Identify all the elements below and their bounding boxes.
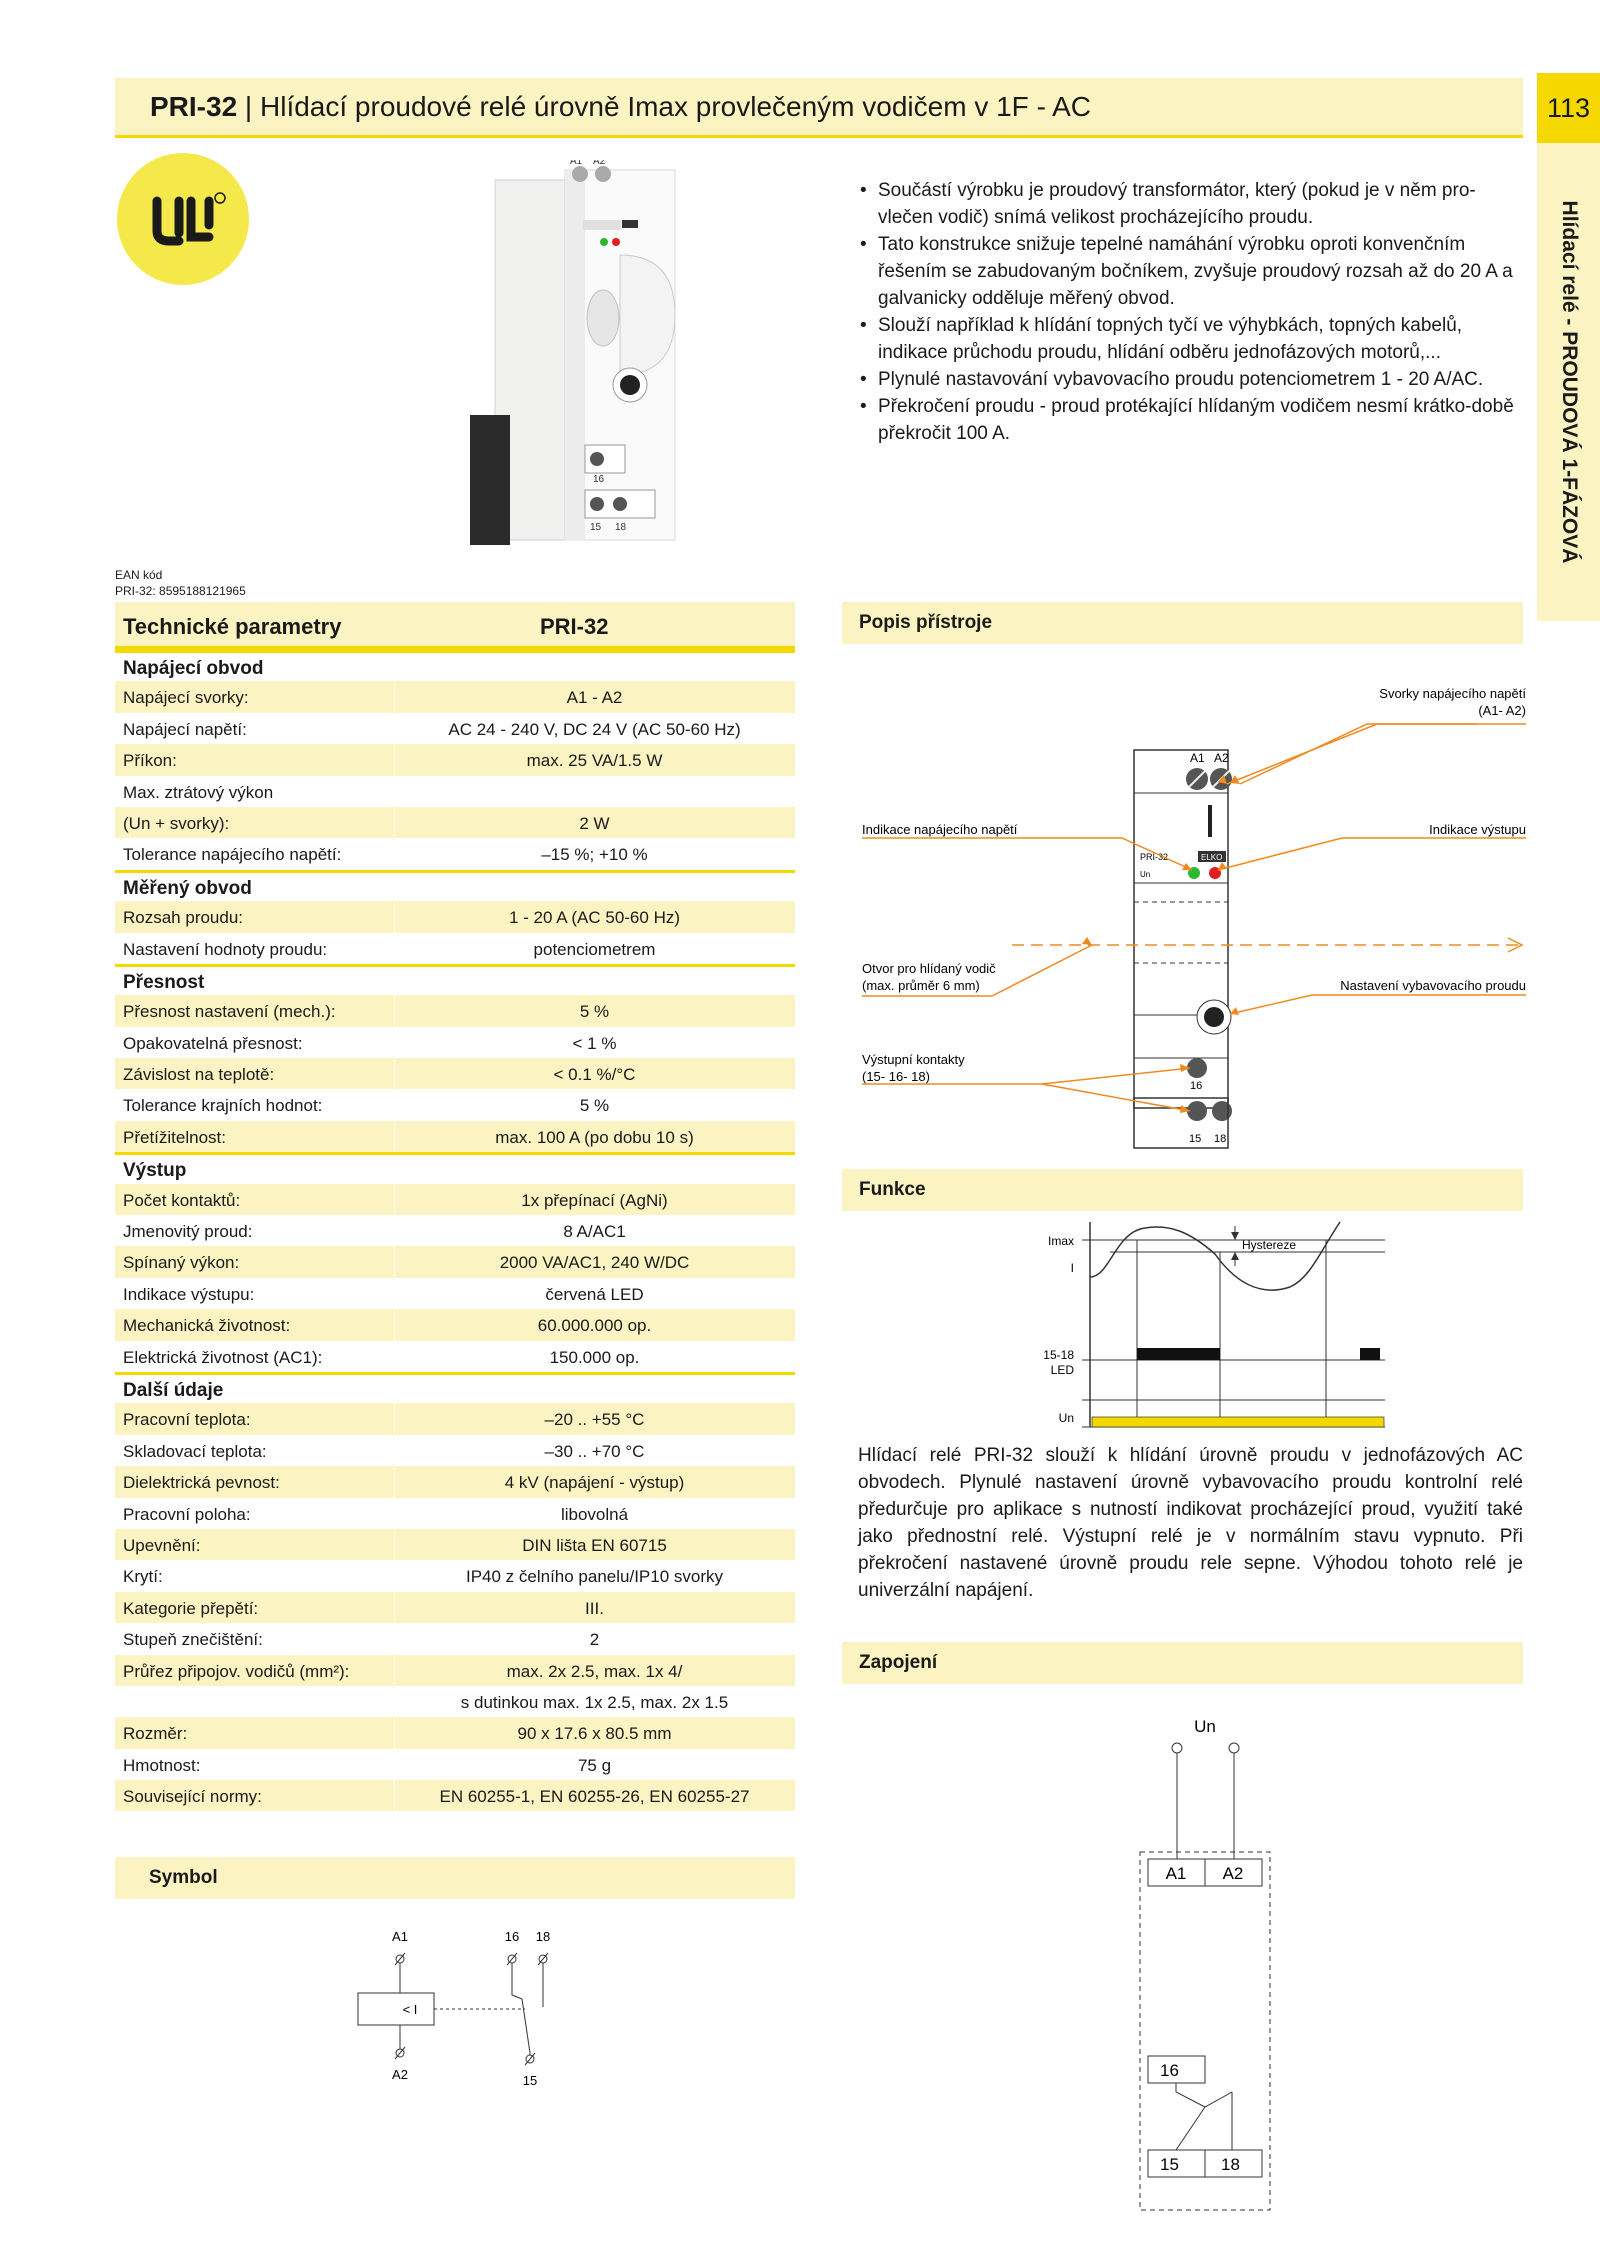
label-wire-hole: Otvor pro hlídaný vodič (862, 961, 996, 976)
popis-heading: Popis přístroje (859, 612, 993, 633)
tech-param-name: Příkon: (123, 751, 177, 771)
title-bar (115, 78, 1523, 138)
tech-param-name: Související normy: (123, 1787, 262, 1807)
feature-item: • Slouží například k hlídání topných tyčí ve výhybkách, topných kabelů, indikace průchodu proudu, hlídání odběru jednofázových motorů,... (858, 312, 1523, 366)
tech-param-value: IP40 z čelního panelu/IP10 svorky (465, 1567, 724, 1587)
tech-param-value: 60.000.000 op. (537, 1316, 652, 1336)
wiring-a1: A1 (1165, 1864, 1187, 1883)
tech-param-name: Kategorie přepětí: (123, 1598, 259, 1618)
tech-param-value: 8 A/AC1 (563, 1222, 626, 1242)
tech-row (115, 807, 795, 838)
tech-row (115, 713, 795, 744)
ean-block (115, 567, 246, 599)
tech-row (115, 1089, 795, 1120)
tech-param-value: 1x přepínací (AgNi) (521, 1190, 668, 1210)
tech-param-value: < 0.1 %/°C (553, 1065, 636, 1085)
tech-row (115, 1466, 795, 1497)
tech-param-name: Opakovatelná přesnost: (123, 1033, 303, 1053)
func-i-label: I (1070, 1261, 1074, 1275)
tech-param-value: 2 (589, 1630, 600, 1650)
label-wire-hole-sub: (max. průměr 6 mm) (862, 978, 980, 993)
wiring-diagram (1130, 1712, 1280, 2212)
funkce-heading: Funkce (859, 1179, 926, 1200)
symbol-heading: Symbol (149, 1867, 218, 1888)
diag-term-16: 16 (1190, 1080, 1203, 1092)
wiring-18: 18 (1221, 2155, 1240, 2174)
tech-param-value: A1 - A2 (566, 688, 623, 708)
tech-param-name: Tolerance napájecího napětí: (123, 845, 342, 865)
tech-param-value: 90 x 17.6 x 80.5 mm (517, 1724, 672, 1744)
tech-param-name: Závislost na teplotě: (123, 1065, 275, 1085)
tech-param-name: Mechanická životnost: (123, 1316, 291, 1336)
tech-row (115, 1341, 795, 1372)
label-supply-terminals: Svorky napájecího napětí (1379, 686, 1526, 701)
tech-param-value: libovolná (560, 1504, 629, 1524)
tech-param-value: EN 60255-1, EN 60255-26, EN 60255-27 (439, 1787, 750, 1807)
ul-certification-icon (117, 153, 249, 285)
tech-row (115, 776, 795, 807)
tech-section-header (115, 870, 795, 901)
tech-param-value: 4 kV (napájení - výstup) (504, 1473, 685, 1493)
tech-row (115, 1717, 795, 1748)
tech-section-title: Měřený obvod (123, 877, 252, 899)
tech-param-value: 5 % (579, 1002, 610, 1022)
tech-param-value: –30 .. +70 °C (544, 1441, 645, 1461)
product-term-a2: A2 (593, 160, 606, 167)
symbol-a2: A2 (392, 2067, 408, 2082)
diag-dev-brand: ELKO (1201, 853, 1223, 862)
tech-param-value: –20 .. +55 °C (544, 1410, 645, 1430)
func-hysterese-label: Hystereze (1242, 1238, 1297, 1252)
tech-row (115, 681, 795, 712)
diag-term-a1: A1 (1190, 751, 1205, 765)
tech-param-name: Rozměr: (123, 1724, 188, 1744)
tech-section-header (115, 1372, 795, 1403)
tech-row (115, 901, 795, 932)
tech-header (115, 602, 795, 650)
label-current-setting: Nastavení vybavovacího proudu (1340, 978, 1526, 993)
tech-row (115, 744, 795, 775)
tech-row (115, 933, 795, 964)
tech-param-value: max. 25 VA/1.5 W (526, 751, 663, 771)
tech-param-name: Dielektrická pevnost: (123, 1473, 280, 1493)
tech-row (115, 1403, 795, 1434)
tech-param-name: Počet kontaktů: (123, 1190, 241, 1210)
tech-param-value: 150.000 op. (549, 1347, 640, 1367)
tech-param-name: Skladovací teplota: (123, 1441, 267, 1461)
tech-param-name: Hmotnost: (123, 1755, 201, 1775)
feature-item: • Překročení proudu - proud protékající hlídaným vodičem nesmí krátko-době překročit 100 A. (858, 393, 1523, 447)
diag-dev-name: PRI-32 (1140, 852, 1169, 862)
tech-param-name: Pracovní poloha: (123, 1504, 251, 1524)
wiring-16: 16 (1160, 2061, 1179, 2080)
tech-param-value: DIN lišta EN 60715 (522, 1535, 667, 1555)
tech-param-value: 5 % (579, 1096, 610, 1116)
tech-param-value: 75 g (577, 1755, 612, 1775)
tech-param-name: Přesnost nastavení (mech.): (123, 1002, 336, 1022)
label-output-indication: Indikace výstupu (1429, 822, 1526, 837)
zapojeni-header (842, 1642, 1523, 1684)
feature-item: • Plynulé nastavování vybavovacího proudu potenciometrem 1 - 20 A/AC. (858, 366, 1523, 393)
tech-row (115, 1309, 795, 1340)
tech-section-header (115, 650, 795, 681)
func-led-label: LED (1050, 1363, 1074, 1377)
page-number: 113 (1537, 73, 1600, 143)
symbol-a1: A1 (392, 1929, 408, 1944)
tech-row (115, 1027, 795, 1058)
tech-param-name: Jmenovitý proud: (123, 1222, 253, 1242)
diag-term-18: 18 (1214, 1133, 1227, 1145)
tech-section-header (115, 964, 795, 995)
ean-label: EAN kód (115, 568, 163, 582)
tech-model: PRI-32 (540, 614, 609, 639)
tech-row (115, 1749, 795, 1780)
tech-section-title: Přesnost (123, 971, 205, 993)
symbol-16: 16 (504, 1929, 520, 1944)
side-tab: Hlídací relé - PROUDOVÁ 1-FÁZOVÁ (1537, 143, 1600, 621)
feature-item: • Tato konstrukce snižuje tepelné namáhání výrobku oproti konvenčním řešením se zabudovaným bočníkem, zvyšuje proudový rozsah až do 20 A a galvanicky odděluje měřený obvod. (858, 231, 1523, 312)
tech-row (115, 1184, 795, 1215)
tech-param-name: Průřez připojov. vodičů (mm²): (123, 1661, 350, 1681)
tech-param-name: Krytí: (123, 1567, 163, 1587)
tech-param-name: Pracovní teplota: (123, 1410, 251, 1430)
wiring-15: 15 (1160, 2155, 1179, 2174)
tech-param-value: III. (585, 1598, 604, 1618)
tech-param-value: AC 24 - 240 V, DC 24 V (AC 50-60 Hz) (448, 719, 741, 739)
tech-param-name: Upevnění: (123, 1535, 201, 1555)
label-supply-indication: Indikace napájecího napětí (862, 822, 1018, 837)
tech-param-name: Elektrická životnost (AC1): (123, 1347, 323, 1367)
tech-section-header (115, 1152, 795, 1183)
symbol-diagram (350, 1925, 570, 2095)
tech-param-name: Nastavení hodnoty proudu: (123, 939, 328, 959)
wiring-un: Un (1194, 1717, 1216, 1736)
symbol-header (115, 1857, 795, 1899)
tech-row (115, 995, 795, 1026)
tech-param-name: Indikace výstupu: (123, 1284, 255, 1304)
ean-code: PRI-32: 8595188121965 (115, 584, 246, 598)
product-term-15: 15 (590, 522, 602, 533)
tech-row (115, 1058, 795, 1089)
tech-param-value: potenciometrem (533, 939, 656, 959)
tech-param-name: Napájecí svorky: (123, 688, 249, 708)
label-output-contacts: Výstupní kontakty (862, 1052, 965, 1067)
tech-param-name: (Un + svorky): (123, 813, 230, 833)
tech-row (115, 1686, 795, 1717)
function-diagram (1040, 1212, 1400, 1437)
zapojeni-heading: Zapojení (859, 1652, 938, 1673)
tech-param-value: 2000 VA/AC1, 240 W/DC (499, 1253, 690, 1273)
tech-row (115, 1623, 795, 1654)
tech-row (115, 1592, 795, 1623)
feature-list (858, 177, 1523, 447)
tech-row (115, 1246, 795, 1277)
tech-param-name: Rozsah proudu: (123, 908, 244, 928)
tech-section-title: Napájecí obvod (123, 658, 264, 679)
tech-param-value: 1 - 20 A (AC 50-60 Hz) (508, 908, 681, 928)
tech-row (115, 1560, 795, 1591)
tech-params-table (115, 602, 795, 1811)
tech-row (115, 1215, 795, 1246)
func-out-label: 15-18 (1043, 1348, 1074, 1362)
tech-row (115, 1655, 795, 1686)
tech-param-name: Spínaný výkon: (123, 1253, 240, 1273)
diag-dev-un: Un (1140, 870, 1151, 879)
tech-param-value: max. 2x 2.5, max. 1x 4/ (506, 1661, 683, 1681)
wiring-a2: A2 (1222, 1864, 1244, 1883)
tech-section-title: Výstup (123, 1160, 187, 1182)
symbol-18: 18 (535, 1929, 551, 1944)
feature-item: • Součástí výrobku je proudový transformátor, který (pokud je v něm pro-vlečen vodič) snímá velikost procházejícího proudu. (858, 177, 1523, 231)
tech-param-name: Max. ztrátový výkon (123, 782, 274, 802)
tech-heading: Technické parametry (123, 614, 342, 639)
funkce-header (842, 1169, 1523, 1211)
product-image (470, 160, 695, 555)
func-un-label: Un (1058, 1411, 1074, 1425)
label-output-contacts-sub: (15- 16- 18) (862, 1069, 930, 1084)
tech-param-value: –15 %; +10 % (541, 845, 648, 865)
diag-term-15: 15 (1189, 1133, 1202, 1145)
tech-row (115, 1780, 795, 1811)
page-title: PRI-32 | Hlídací proudové relé úrovně Imax provlečeným vodičem v 1F - AC (150, 91, 1092, 122)
tech-param-name: Přetížitelnost: (123, 1127, 226, 1147)
popis-header (842, 602, 1523, 644)
symbol-coil: < I (402, 2002, 418, 2017)
tech-param-value: < 1 % (572, 1033, 617, 1053)
diag-term-a2: A2 (1214, 751, 1229, 765)
tech-param-value: červená LED (545, 1284, 644, 1304)
tech-param-value: max. 100 A (po dobu 10 s) (495, 1127, 694, 1147)
tech-row (115, 838, 795, 869)
tech-row (115, 1529, 795, 1560)
tech-param-value: 2 W (579, 813, 610, 833)
tech-row (115, 1435, 795, 1466)
tech-param-name: Stupeň znečištění: (123, 1630, 263, 1650)
function-description: Hlídací relé PRI-32 slouží k hlídání úrovně proudu v jednofázových AC obvodech. Plynulé nastavení úrovně vybavovacího proudu kontrolní relé předurčuje pro aplikace s nutností indikovat procházející proud, využití také jako přednostní relé. Výstupní relé je v normálním stavu vypnuto. Při překročení nastavené úrovně proudu rele sepne. Výhodou tohoto relé je univerzální napájení. (858, 1445, 1523, 1601)
tech-section-title: Další údaje (123, 1379, 224, 1401)
func-imax-label: Imax (1047, 1234, 1074, 1248)
symbol-15: 15 (522, 2073, 538, 2088)
tech-param-value: s dutinkou max. 1x 2.5, max. 2x 1.5 (460, 1692, 729, 1712)
product-term-18: 18 (615, 522, 627, 533)
product-term-a1: A1 (570, 160, 583, 167)
tech-param-name: Napájecí napětí: (123, 719, 247, 739)
tech-param-name: Tolerance krajních hodnot: (123, 1096, 323, 1116)
device-description-diagram (842, 680, 1532, 1160)
label-supply-terminals-sub: (A1- A2) (1478, 703, 1526, 718)
tech-row (115, 1278, 795, 1309)
tech-row (115, 1121, 795, 1152)
tech-row (115, 1498, 795, 1529)
product-term-16: 16 (593, 474, 605, 485)
